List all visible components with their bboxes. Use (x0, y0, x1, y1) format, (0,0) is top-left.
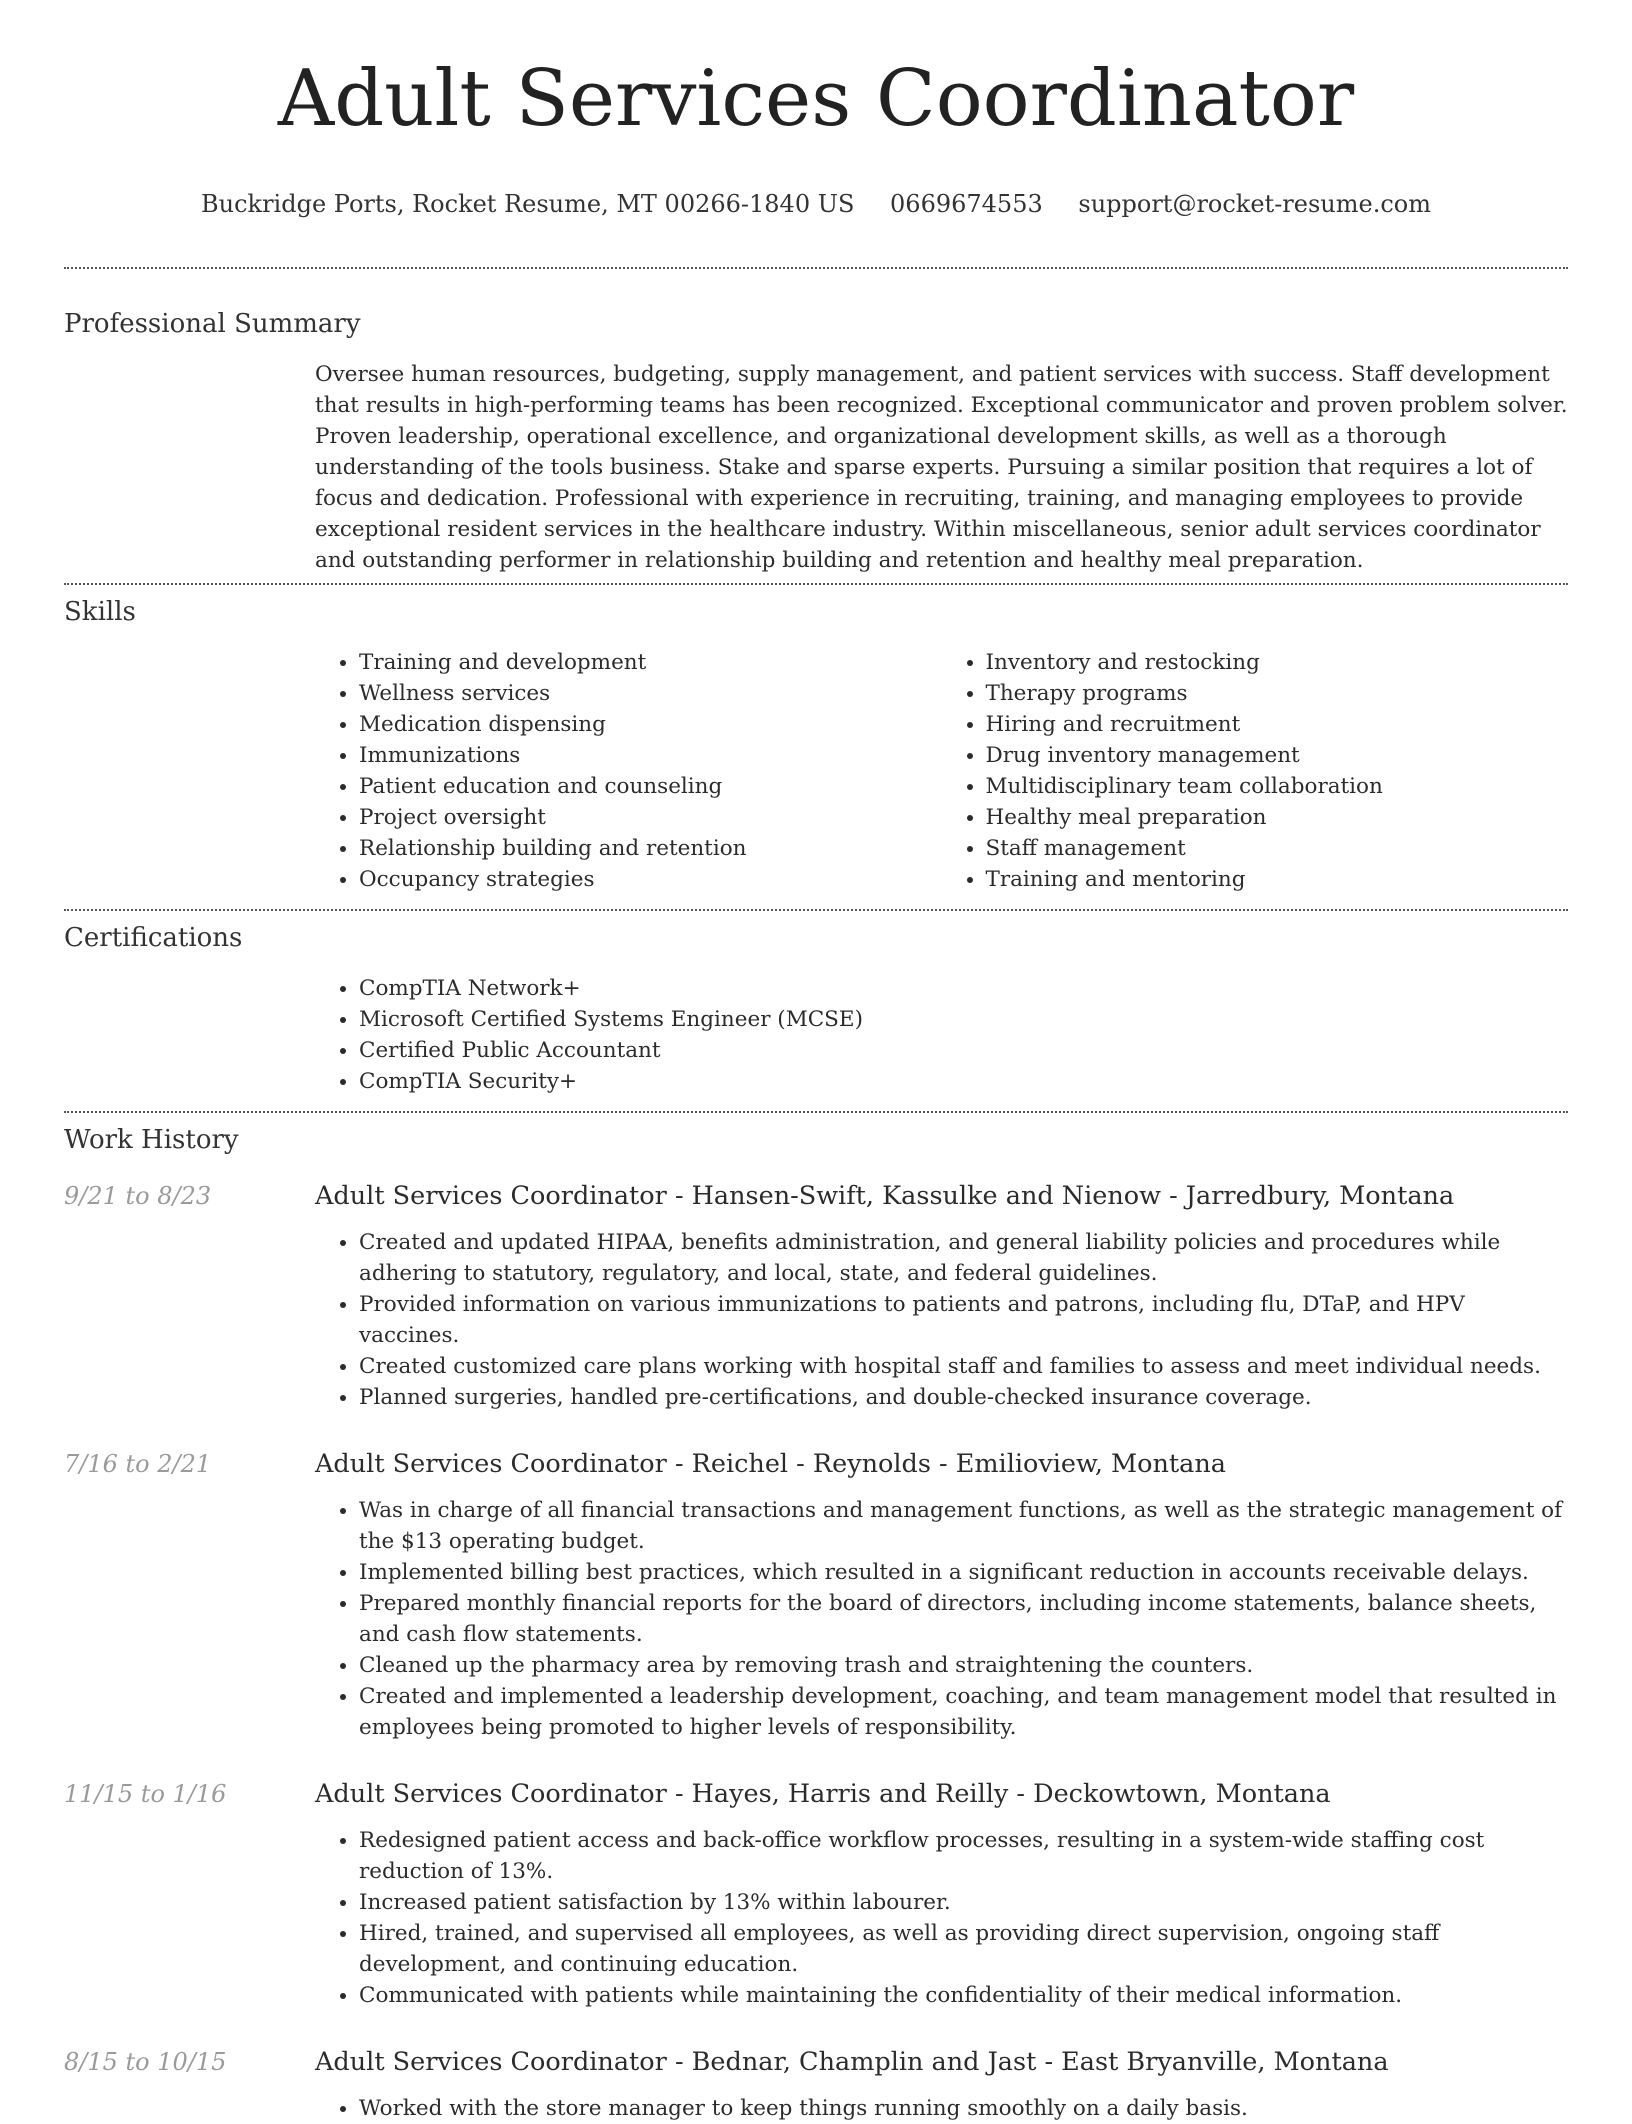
divider (64, 1111, 1568, 1113)
job-bullet: • Worked with the store manager to keep things running smoothly on a daily basis. (359, 2093, 1568, 2124)
contact-address: Buckridge Ports, Rocket Resume, MT 00266-1840 US (201, 190, 855, 218)
skill-item: • Multidisciplinary team collaboration (986, 771, 1569, 802)
job-bullet: • Planned surgeries, handled pre-certifications, and double-checked insurance coverage. (359, 1382, 1568, 1413)
job-bullet: • Created and implemented a leadership development, coaching, and team management model that resulted in employees being promoted to higher levels of responsibility. (359, 1681, 1568, 1743)
job-date: 9/21 to 8/23 (64, 1182, 212, 1210)
skill-item: • Drug inventory management (986, 740, 1569, 771)
skill-item: • Therapy programs (986, 678, 1569, 709)
summary-heading: Professional Summary (64, 309, 361, 339)
skill-item: • Occupancy strategies (359, 864, 942, 895)
skill-item: • Wellness services (359, 678, 942, 709)
contact-line (64, 190, 1568, 224)
certification-item: • CompTIA Security+ (359, 1066, 1568, 1097)
contact-phone: 0669674553 (890, 190, 1043, 218)
job-bullets (315, 1495, 1568, 1743)
contact-email: support@rocket-resume.com (1078, 190, 1431, 218)
job-date: 7/16 to 2/21 (64, 1450, 212, 1478)
certification-item: • Certified Public Accountant (359, 1035, 1568, 1066)
skill-item: • Patient education and counseling (359, 771, 942, 802)
skill-item: • Immunizations (359, 740, 942, 771)
skill-item: • Training and mentoring (986, 864, 1569, 895)
job-entry (64, 1179, 1568, 1413)
job-entry (64, 1777, 1568, 2011)
resume-page (64, 0, 1568, 2124)
job-entry (64, 1447, 1568, 1743)
skill-item: • Healthy meal preparation (986, 802, 1569, 833)
skill-item: • Project oversight (359, 802, 942, 833)
certifications-list (315, 973, 1568, 1097)
resume-name: Adult Services Coordinator (277, 54, 1355, 144)
job-title: Adult Services Coordinator - Reichel - Reynolds - Emilioview, Montana (315, 1449, 1227, 1479)
skill-item: • Medication dispensing (359, 709, 942, 740)
job-bullet: • Created and updated HIPAA, benefits administration, and general liability policies and procedures while adhering to statutory, regulatory, and local, state, and federal guidelines. (359, 1227, 1568, 1289)
job-entry (64, 2045, 1568, 2124)
job-bullet: • Was in charge of all financial transactions and management functions, as well as the strategic management of the $13 operating budget. (359, 1495, 1568, 1557)
skill-item: • Training and development (359, 647, 942, 678)
work-history-heading: Work History (64, 1125, 239, 1155)
job-bullet: • Implemented billing best practices, which resulted in a significant reduction in accounts receivable delays. (359, 1557, 1568, 1588)
job-bullet: • Redesigned patient access and back-office workflow processes, resulting in a system-wide staffing cost reduction of 13%. (359, 1825, 1568, 1887)
job-date: 11/15 to 1/16 (64, 1780, 227, 1808)
job-title: Adult Services Coordinator - Hansen-Swift, Kassulke and Nienow - Jarredbury, Montana (315, 1181, 1455, 1211)
job-title: Adult Services Coordinator - Bednar, Champlin and Jast - East Bryanville, Montana (315, 2047, 1389, 2077)
certification-item: • CompTIA Network+ (359, 973, 1568, 1004)
divider (64, 267, 1568, 269)
skill-item: • Staff management (986, 833, 1569, 864)
skills-heading: Skills (64, 597, 136, 627)
certification-item: • Microsoft Certified Systems Engineer (MCSE) (359, 1004, 1568, 1035)
certifications-heading: Certifications (64, 923, 243, 953)
job-bullets (315, 1825, 1568, 2011)
job-bullet: • Provided information on various immunizations to patients and patrons, including flu, DTaP, and HPV vaccines. (359, 1289, 1568, 1351)
summary-text: Oversee human resources, budgeting, supply management, and patient services with success. Staff development that results in high-performing teams has been recognized. Exceptional communicator and proven problem solver. Proven leadership, operational excellence, and organizational development skills, as well as a thorough understanding of the tools business. Stake and sparse experts. Pursuing a similar position that requires a lot of focus and dedication. Professional with experience in recruiting, training, and managing employees to provide exceptional resident services in the healthcare industry. Within miscellaneous, senior adult services coordinator and outstanding performer in relationship building and retention and healthy meal preparation. (315, 362, 1568, 573)
job-bullet: • Communicated with patients while maintaining the confidentiality of their medical information. (359, 1980, 1568, 2011)
divider (64, 909, 1568, 911)
job-bullet: • Hired, trained, and supervised all employees, as well as providing direct supervision, ongoing staff development, and continuing education. (359, 1918, 1568, 1980)
job-bullets (315, 1227, 1568, 1413)
divider (64, 583, 1568, 585)
skills-list-right (942, 647, 1569, 895)
job-date: 8/15 to 10/15 (64, 2048, 227, 2076)
job-bullet: • Prepared monthly financial reports for the board of directors, including income statements, balance sheets, and cash flow statements. (359, 1588, 1568, 1650)
job-bullets (315, 2093, 1568, 2124)
skills-list-left (315, 647, 942, 895)
skill-item: • Hiring and recruitment (986, 709, 1569, 740)
job-bullet: • Created customized care plans working with hospital staff and families to assess and meet individual needs. (359, 1351, 1568, 1382)
job-title: Adult Services Coordinator - Hayes, Harris and Reilly - Deckowtown, Montana (315, 1779, 1331, 1809)
job-bullet: • Cleaned up the pharmacy area by removing trash and straightening the counters. (359, 1650, 1568, 1681)
skill-item: • Inventory and restocking (986, 647, 1569, 678)
job-bullet: • Increased patient satisfaction by 13% within labourer. (359, 1887, 1568, 1918)
skill-item: • Relationship building and retention (359, 833, 942, 864)
